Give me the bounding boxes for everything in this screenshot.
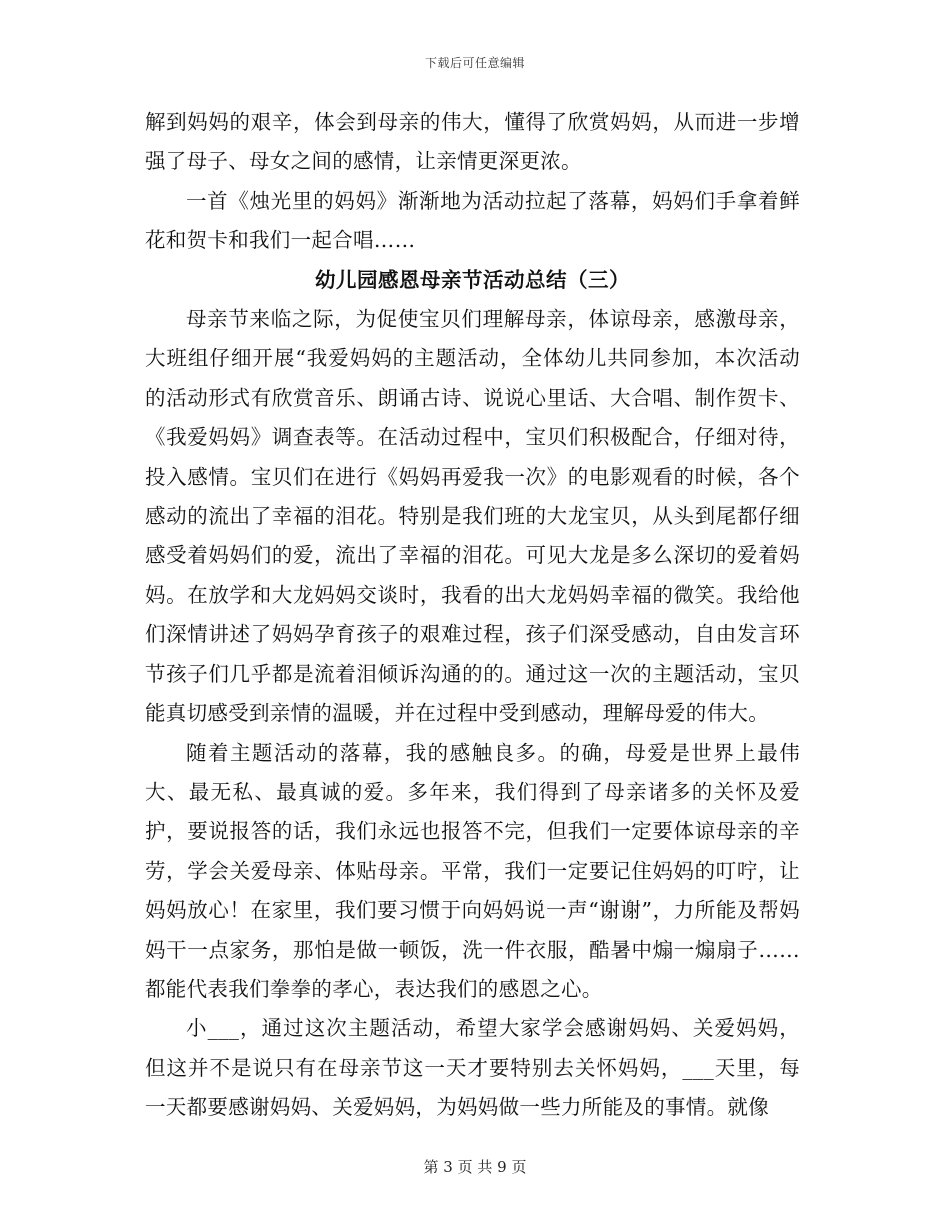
document-body [145, 103, 800, 1128]
closing-paragraph: 一首《烛光里的妈妈》渐渐地为活动拉起了落幕，妈妈们手拿着鲜花和贺卡和我们一起合唱…… [145, 188, 800, 253]
body-paragraph-2: 随着主题活动的落幕，我的感触良多。的确，母爱是世界上最伟大、最无私、最真诚的爱。多年来，我们得到了母亲诸多的关怀及爱护，要说报答的话，我们永远也报答不完，但我们一定要体谅母亲的辛劳，学会关爱母亲、体贴母亲。平常，我们一定要记住妈妈的叮咛，让妈妈放心！在家里，我们要习惯于向妈妈说一声“谢谢”，力所能及帮妈妈干一点家务，那怕是做一顿饭，洗一件衣服，酷暑中煽一煽扇子……都能代表我们拳拳的孝心，表达我们的感恩之心。 [145, 740, 800, 1001]
page-header-note: 下载后可任意编辑 [424, 56, 525, 70]
section-title: 幼儿园感恩母亲节活动总结（三） [315, 267, 630, 292]
body-paragraph-1: 母亲节来临之际，为促使宝贝们理解母亲，体谅母亲，感激母亲，大班组仔细开展“我爱妈妈的主题活动，全体幼儿共同参加，本次活动的活动形式有欣赏音乐、朗诵古诗、说说心里话、大合唱、制作贺卡、《我爱妈妈》调查表等。在活动过程中，宝贝们积极配合，仔细对待，投入感情。宝贝们在进行《妈妈再爱我一次》的电影观看的时候，各个感动的流出了幸福的泪花。特别是我们班的大龙宝贝，从头到尾都仔细感受着妈妈们的爱，流出了幸福的泪花。可见大龙是多么深切的爱着妈妈。在放学和大龙妈妈交谈时，我看的出大龙妈妈幸福的微笑。我给他们深情讲述了妈妈孕育孩子的艰难过程，孩子们深受感动，自由发言环节孩子们几乎都是流着泪倾诉沟通的的。通过这一次的主题活动，宝贝能真切感受到亲情的温暖，并在过程中受到感动，理解母爱的伟大。 [145, 307, 800, 726]
body-paragraph-3: 小___，通过这次主题活动，希望大家学会感谢妈妈、关爱妈妈，但这并不是说只有在母亲节这一天才要特别去关怀妈妈，___天里，每一天都要感谢妈妈、关爱妈妈，为妈妈做一些力所能及的事情。就像 [145, 1016, 800, 1120]
continuation-paragraph: 解到妈妈的艰辛，体会到母亲的伟大，懂得了欣赏妈妈，从而进一步增强了母子、母女之间的感情，让亲情更深更浓。 [145, 110, 800, 174]
page-number: 第 3 页 共 9 页 [423, 1158, 527, 1176]
